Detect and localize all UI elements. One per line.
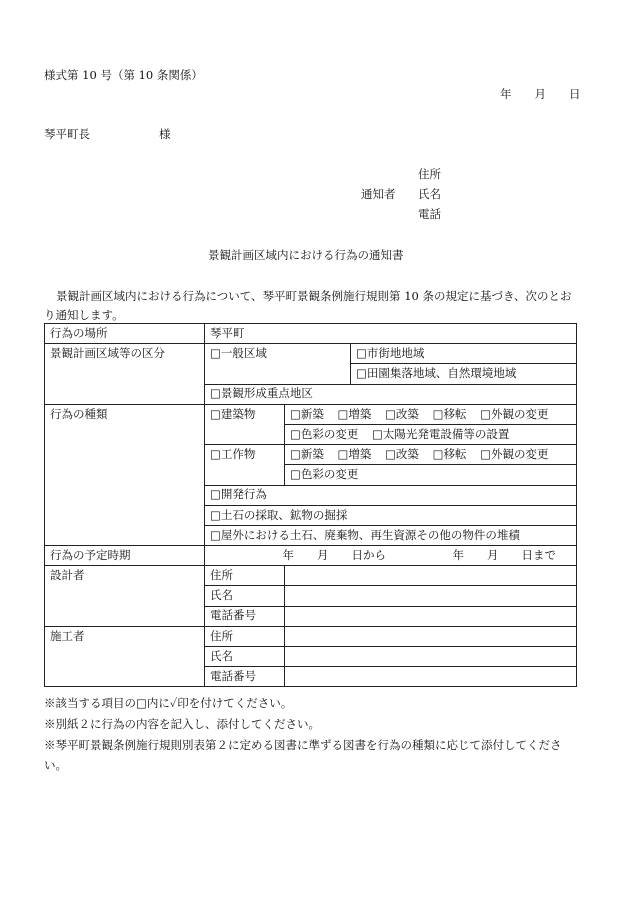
contractor-name-field[interactable] (285, 647, 577, 667)
structure-new-checkbox[interactable]: □新築 (290, 446, 324, 461)
schedule-field[interactable] (205, 546, 577, 566)
building-options-row1 (285, 404, 577, 424)
building-extension-checkbox[interactable]: □増築 (337, 406, 372, 421)
schedule-to: 年 月 日まで (452, 547, 556, 562)
schedule-label: 行為の予定時期 (45, 546, 205, 566)
building-relocation-checkbox[interactable]: □移転 (432, 406, 467, 421)
designer-address-label: 住所 (205, 566, 285, 586)
designer-phone-field[interactable] (285, 606, 577, 626)
contractor-address-field[interactable] (285, 626, 577, 646)
structure-options-row1 (285, 445, 577, 465)
building-exterior-checkbox[interactable]: □外観の変更 (480, 406, 549, 421)
building-rebuild-checkbox[interactable]: □改築 (385, 406, 419, 421)
schedule-from: 年 月 日から (282, 547, 386, 562)
zone-rural-checkbox[interactable]: □田園集落地域、自然環境地域 (351, 364, 577, 384)
contractor-name-label: 氏名 (205, 647, 285, 667)
contractor-address-label: 住所 (205, 626, 285, 646)
addressee: 琴平町長 様 (44, 127, 171, 141)
zone-general-checkbox[interactable]: □一般区域 (205, 344, 351, 384)
building-options-row2 (285, 424, 577, 444)
outdoor-storage-checkbox[interactable]: □屋外における土石、廃棄物、再生資源その他の物件の堆積 (205, 525, 577, 545)
building-new-checkbox[interactable]: □新築 (290, 406, 324, 421)
notifier-role-label: 通知者 (361, 187, 396, 201)
designer-phone-label: 電話番号 (205, 606, 285, 626)
location-value: 琴平町 (205, 324, 577, 344)
form-number: 様式第 10 号（第 10 条関係） (44, 68, 203, 82)
action-type-label: 行為の種類 (45, 404, 205, 545)
note-attachment: ※別紙２に行為の内容を記入し、添付してください。 (44, 717, 320, 731)
structure-relocation-checkbox[interactable]: □移転 (432, 446, 467, 461)
designer-name-label: 氏名 (205, 586, 285, 606)
notifier-address-label: 住所 (418, 167, 441, 181)
designer-label: 設計者 (45, 566, 205, 627)
building-checkbox[interactable]: □建築物 (205, 404, 285, 444)
note-documents: ※琴平町景観条例施行規則別表第２に定める図書に準ずる図書を行為の種類に応じて添付してください。 (44, 738, 562, 772)
designer-name-field[interactable] (285, 586, 577, 606)
development-checkbox[interactable]: □開発行為 (205, 485, 577, 505)
contractor-phone-label: 電話番号 (205, 667, 285, 687)
structure-rebuild-checkbox[interactable]: □改築 (385, 446, 419, 461)
location-label: 行為の場所 (45, 324, 205, 344)
document-title: 景観計画区域内における行為の通知書 (208, 248, 404, 262)
note-checkmark: ※該当する項目の□内に✓印を付けてください。 (44, 696, 293, 710)
structure-checkbox[interactable]: □工作物 (205, 445, 285, 485)
date-line: 年 月 日 (500, 87, 581, 101)
building-color-checkbox[interactable]: □色彩の変更 (290, 426, 359, 441)
notification-table (44, 323, 577, 687)
structure-options-row2 (285, 465, 577, 485)
intro-paragraph: 景観計画区域内における行為について、琴平町景観条例施行規則第 10 条の規定に基づき、次のとおり通知します。 (44, 289, 572, 322)
contractor-phone-field[interactable] (285, 667, 577, 687)
structure-extension-checkbox[interactable]: □増築 (337, 446, 372, 461)
contractor-label: 施工者 (45, 626, 205, 687)
notifier-name-label: 氏名 (418, 187, 441, 201)
zone-urban-checkbox[interactable]: □市街地地域 (351, 344, 577, 364)
zone-key-checkbox[interactable]: □景観形成重点地区 (205, 384, 577, 404)
designer-address-field[interactable] (285, 566, 577, 586)
building-solar-checkbox[interactable]: □太陽光発電設備等の設置 (372, 426, 510, 441)
zone-label: 景観計画区域等の区分 (45, 344, 205, 405)
structure-color-checkbox[interactable]: □色彩の変更 (290, 467, 359, 482)
structure-exterior-checkbox[interactable]: □外観の変更 (480, 446, 549, 461)
mining-checkbox[interactable]: □土石の採取、鉱物の掘採 (205, 505, 577, 525)
notifier-phone-label: 電話 (418, 207, 441, 221)
